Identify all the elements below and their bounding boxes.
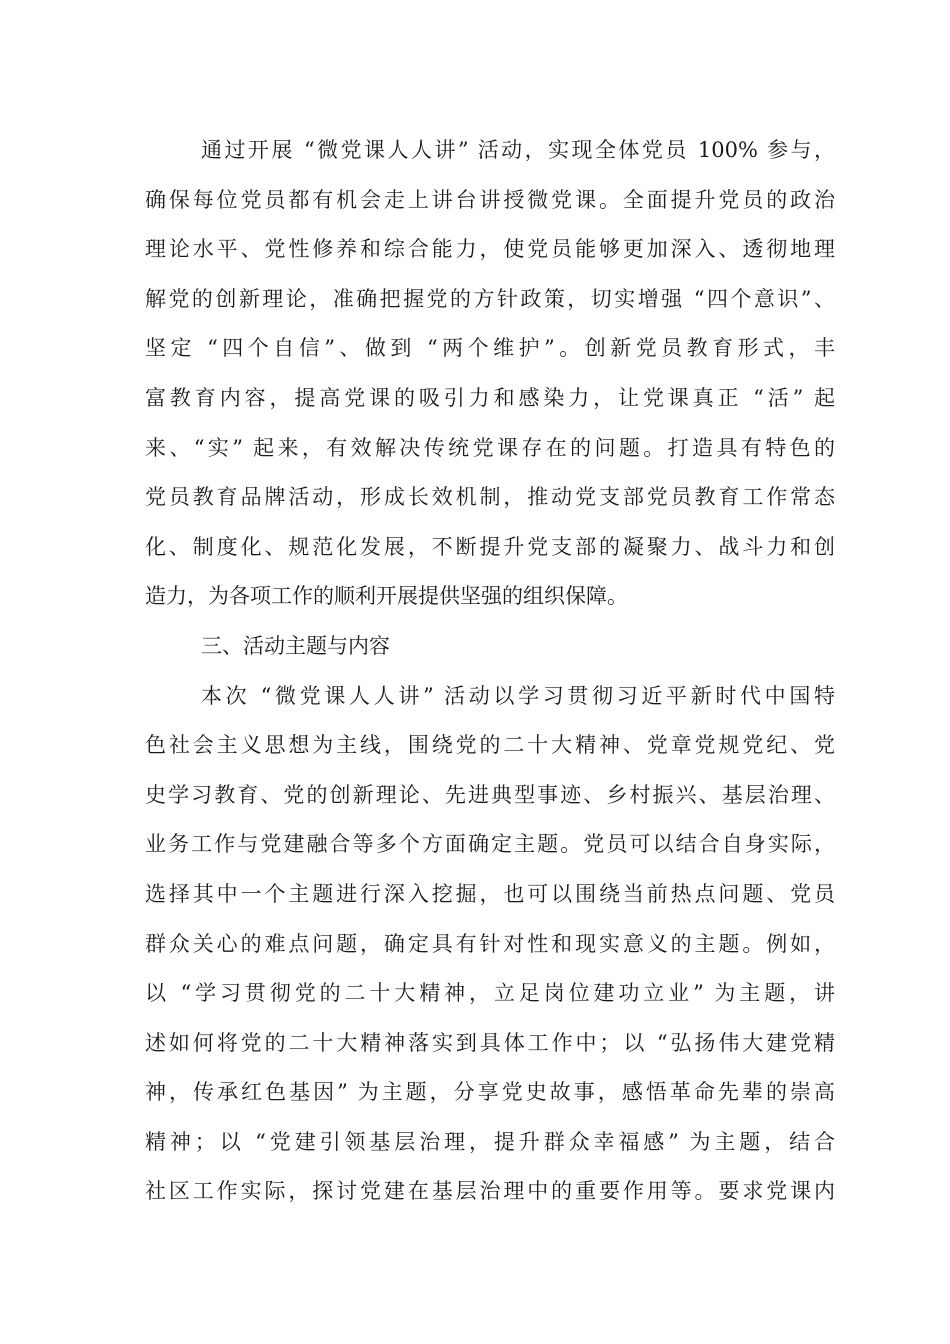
text-line: 坚定 “四个自信”、做到 “两个维护”。创新党员教育形式，丰 <box>145 336 835 361</box>
text-line: 精神；以 “党建引领基层治理，提升群众幸福感” 为主题，结合 <box>145 1129 835 1154</box>
text-line: 三、活动主题与内容 <box>201 633 390 658</box>
text-line: 化、制度化、规范化发展，不断提升党支部的凝聚力、战斗力和创 <box>145 534 835 559</box>
text-line: 解党的创新理论，准确把握党的方针政策，切实增强 “四个意识”、 <box>145 286 835 311</box>
text-line: 业务工作与党建融合等多个方面确定主题。党员可以结合自身实际， <box>145 832 835 857</box>
text-line: 神，传承红色基因” 为主题，分享党史故事，感悟革命先辈的崇高 <box>145 1080 835 1105</box>
text-line: 社区工作实际，探讨党建在基层治理中的重要作用等。要求党课内 <box>145 1179 835 1204</box>
text-line: 来、“实” 起来，有效解决传统党课存在的问题。打造具有特色的 <box>145 435 835 460</box>
document-body <box>145 126 835 1217</box>
text-line: 理论水平、党性修养和综合能力，使党员能够更加深入、透彻地理 <box>145 237 835 262</box>
text-line: 通过开展 “微党课人人讲” 活动，实现全体党员 100% 参与， <box>201 138 835 162</box>
text-line: 确保每位党员都有机会走上讲台讲授微党课。全面提升党员的政治 <box>145 187 835 212</box>
text-line: 以 “学习贯彻党的二十大精神，立足岗位建功立业” 为主题，讲 <box>145 981 835 1006</box>
text-line: 史学习教育、党的创新理论、先进典型事迹、乡村振兴、基层治理、 <box>145 782 835 807</box>
text-line: 选择其中一个主题进行深入挖掘，也可以围绕当前热点问题、党员 <box>145 881 835 906</box>
text-line: 造力，为各项工作的顺利开展提供坚强的组织保障。 <box>145 584 628 609</box>
text-line: 色社会主义思想为主线，围绕党的二十大精神、党章党规党纪、党 <box>145 733 835 758</box>
text-line: 党员教育品牌活动，形成长效机制，推动党支部党员教育工作常态 <box>145 485 835 510</box>
text-line: 群众关心的难点问题，确定具有针对性和现实意义的主题。例如， <box>145 931 835 956</box>
text-line: 富教育内容，提高党课的吸引力和感染力，让党课真正 “活” 起 <box>145 385 835 410</box>
text-line: 述如何将党的二十大精神落实到具体工作中；以 “弘扬伟大建党精 <box>145 1030 835 1055</box>
text-line: 本次 “微党课人人讲” 活动以学习贯彻习近平新时代中国特 <box>201 683 835 708</box>
